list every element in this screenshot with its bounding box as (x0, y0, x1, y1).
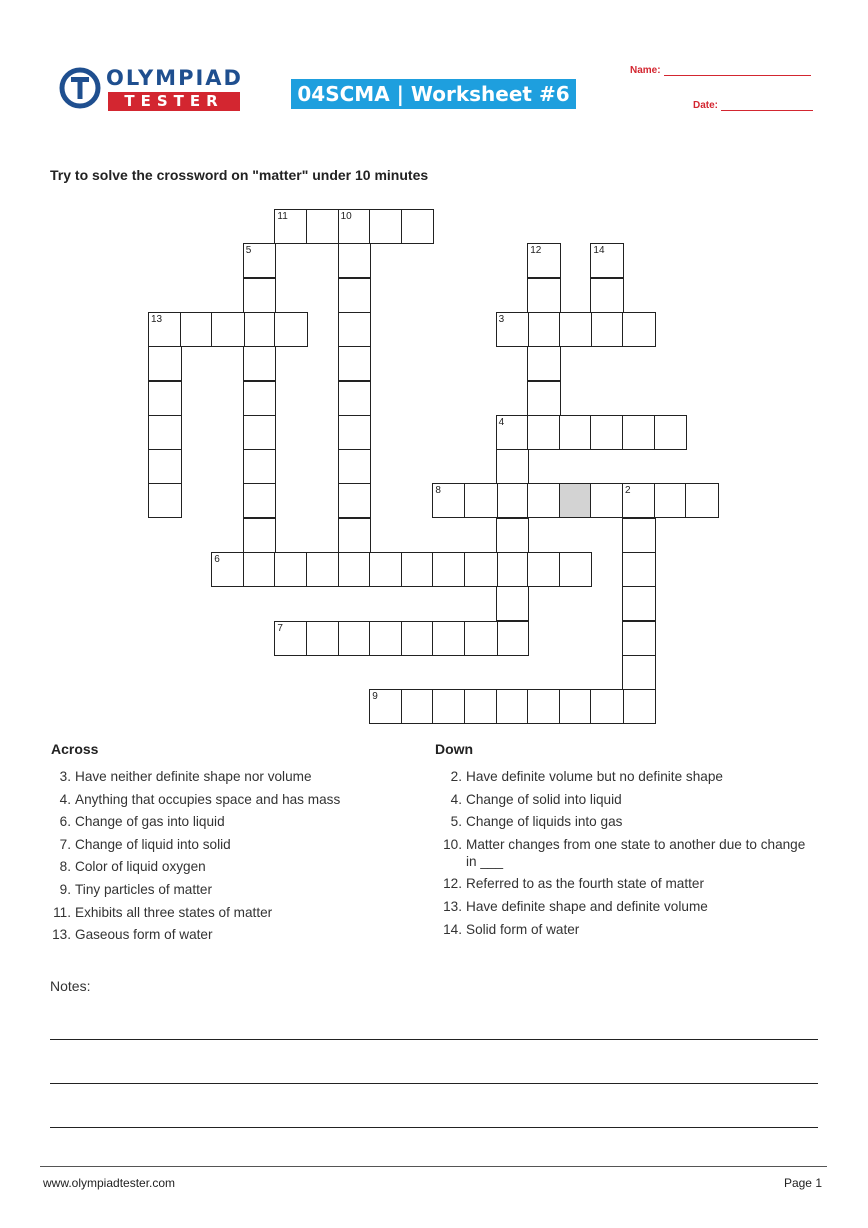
crossword-cell[interactable] (496, 518, 530, 553)
crossword-cell[interactable] (496, 621, 530, 656)
olympiad-tester-logo (58, 64, 248, 114)
name-line[interactable] (664, 65, 811, 76)
across-clue (51, 791, 411, 808)
notes-line[interactable] (50, 1127, 818, 1128)
crossword-clue-number: 12 (530, 245, 542, 257)
crossword-cell[interactable] (211, 552, 245, 587)
crossword-cell[interactable] (590, 278, 624, 313)
crossword-clue-number: 13 (151, 313, 163, 325)
crossword-cell[interactable] (274, 312, 308, 347)
crossword-cell[interactable] (622, 655, 656, 690)
crossword-cell[interactable] (243, 518, 277, 553)
crossword-clue-number: 11 (277, 211, 288, 222)
across-clue-number: 6. (59, 814, 71, 830)
crossword-cell[interactable] (527, 381, 561, 416)
down-clue-number: 4. (450, 791, 462, 807)
down-clue-number: 5. (450, 814, 462, 830)
crossword-cell[interactable] (590, 689, 624, 724)
crossword-cell[interactable] (306, 209, 340, 244)
crossword-cell[interactable] (654, 415, 688, 450)
down-clue (435, 875, 815, 892)
crossword-cell[interactable] (432, 621, 466, 656)
crossword-clue-number: 10 (340, 211, 352, 222)
crossword-cell[interactable] (338, 312, 372, 347)
across-clue-text: Color of liquid oxygen (75, 859, 206, 875)
down-clue (435, 813, 815, 830)
crossword-cell[interactable] (559, 689, 593, 724)
crossword-cell[interactable] (401, 621, 435, 656)
crossword-cell[interactable] (243, 346, 277, 381)
across-clue-number: 4. (59, 791, 71, 807)
down-clues (435, 741, 815, 943)
across-clue (51, 858, 411, 875)
crossword-cell[interactable] (464, 483, 498, 518)
across-clue-number: 8. (59, 859, 71, 875)
notes-label: Notes: (50, 978, 91, 994)
down-clue-number: 10. (443, 836, 462, 852)
across-clue-text: Have neither definite shape nor volume (75, 769, 312, 784)
down-clue (435, 791, 815, 808)
logo-wordmark-top: OLYMPIAD (106, 66, 243, 90)
crossword-cell[interactable] (243, 449, 277, 484)
crossword-cell[interactable] (590, 312, 624, 347)
across-clue-number: 3. (59, 769, 71, 784)
crossword-cell[interactable] (622, 518, 656, 553)
crossword-cell[interactable] (243, 278, 277, 313)
crossword-cell[interactable] (148, 312, 182, 347)
name-label: Name: (630, 65, 661, 76)
crossword-cell[interactable] (306, 552, 340, 587)
crossword-cell[interactable] (369, 621, 403, 656)
crossword-cell[interactable] (306, 621, 340, 656)
crossword-cell[interactable] (622, 415, 656, 450)
down-clue-text: Solid form of water (466, 921, 580, 937)
across-clue-text: Change of gas into liquid (75, 814, 225, 830)
crossword-cell[interactable] (369, 209, 403, 244)
crossword-cell[interactable] (338, 621, 372, 656)
crossword-cell[interactable] (243, 415, 277, 450)
down-clue-number: 2. (450, 769, 462, 784)
down-clue (435, 836, 815, 870)
across-clue (51, 836, 411, 853)
crossword-cell[interactable] (432, 483, 466, 518)
crossword-cell[interactable] (243, 243, 277, 278)
date-line[interactable] (721, 100, 813, 111)
crossword-cell[interactable] (496, 586, 530, 621)
across-clue-number: 11. (53, 904, 71, 920)
across-clue (51, 904, 411, 921)
crossword-cell[interactable] (496, 552, 530, 587)
crossword-cell[interactable] (148, 483, 182, 518)
crossword-clue-number: 9 (372, 691, 378, 703)
across-clue-text: Change of liquid into solid (75, 836, 231, 852)
crossword-cell[interactable] (622, 483, 656, 518)
crossword-cell[interactable] (527, 346, 561, 381)
crossword-clue-number: 6 (214, 554, 220, 565)
crossword-cell[interactable] (338, 346, 372, 381)
crossword-cell[interactable] (243, 552, 277, 587)
down-clue-list (435, 768, 815, 938)
crossword-cell[interactable] (274, 552, 308, 587)
down-clue (435, 898, 815, 915)
across-clue-text: Anything that occupies space and has mass (75, 791, 341, 807)
across-clue (51, 813, 411, 830)
crossword-clue-number: 5 (245, 245, 252, 257)
crossword-clue-number: 4 (498, 416, 505, 428)
crossword-clue-number: 2 (625, 485, 631, 497)
crossword-cell[interactable] (685, 483, 719, 518)
crossword-cell[interactable] (338, 483, 372, 518)
crossword-cell[interactable] (527, 483, 561, 518)
crossword-clue-number: 8 (435, 485, 441, 497)
crossword-cell[interactable] (338, 552, 372, 587)
across-clue-text: Exhibits all three states of matter (75, 904, 273, 920)
crossword-cell[interactable] (401, 689, 435, 724)
date-field[interactable] (693, 100, 813, 111)
crossword-cell[interactable] (496, 689, 530, 724)
crossword-cell[interactable] (369, 689, 403, 724)
crossword-cell[interactable] (527, 415, 561, 450)
crossword-cell[interactable] (432, 689, 466, 724)
crossword-cell[interactable] (148, 346, 182, 381)
crossword-cell[interactable] (559, 552, 593, 587)
crossword-cell[interactable] (338, 381, 372, 416)
crossword-cell[interactable] (622, 312, 656, 347)
down-clue-text: Change of solid into liquid (466, 791, 622, 807)
crossword-cell[interactable] (148, 381, 182, 416)
crossword-cell[interactable] (496, 449, 530, 484)
crossword-cell[interactable] (559, 483, 593, 518)
crossword-cell[interactable] (527, 689, 561, 724)
down-clue-text: Change of liquids into gas (466, 814, 623, 830)
crossword-cell[interactable] (401, 209, 435, 244)
crossword-clue-number: 14 (593, 245, 605, 257)
footer-divider (40, 1166, 827, 1167)
worksheet-title: 04SCMA | Worksheet #6 (291, 79, 576, 109)
crossword-cell[interactable] (496, 312, 530, 347)
crossword-cell[interactable] (496, 483, 530, 518)
across-clue (51, 881, 411, 898)
down-clue-text: Have definite shape and definite volume (466, 898, 708, 914)
footer-url: www.olympiadtester.com (43, 1176, 176, 1190)
down-clue-number: 14. (443, 921, 462, 937)
crossword-cell[interactable] (274, 209, 308, 244)
down-heading: Down (435, 741, 474, 757)
crossword-cell[interactable] (654, 483, 688, 518)
crossword-clue-number: 3 (498, 313, 505, 325)
instructions: Try to solve the crossword on "matter" under 10 minutes (50, 167, 429, 183)
across-clue-text: Tiny particles of matter (75, 881, 212, 897)
date-label: Date: (693, 100, 719, 111)
crossword-cell[interactable] (527, 278, 561, 313)
crossword-cell[interactable] (496, 415, 530, 450)
notes-line[interactable] (50, 1083, 818, 1084)
notes-line[interactable] (50, 1039, 818, 1040)
across-heading: Across (51, 741, 99, 757)
crossword-cell[interactable] (527, 243, 561, 278)
crossword-cell[interactable] (590, 243, 624, 278)
down-clue-text: Have definite volume but no definite shape (466, 769, 723, 784)
down-clue-number: 13. (443, 898, 462, 914)
crossword-cell[interactable] (590, 415, 624, 450)
crossword-cell[interactable] (211, 312, 245, 347)
crossword-cell[interactable] (148, 449, 182, 484)
crossword-cell[interactable] (622, 689, 656, 724)
crossword-cell[interactable] (148, 415, 182, 450)
crossword-cell[interactable] (180, 312, 214, 347)
crossword-cell[interactable] (338, 278, 372, 313)
crossword-cell[interactable] (274, 621, 308, 656)
crossword-cell[interactable] (464, 552, 498, 587)
crossword-cell[interactable] (432, 552, 466, 587)
across-clue-list (51, 768, 411, 943)
crossword-cell[interactable] (338, 518, 372, 553)
crossword-cell[interactable] (527, 312, 561, 347)
logo-wordmark-bottom: TESTER (108, 92, 240, 111)
crossword-cell[interactable] (369, 552, 403, 587)
crossword-cell[interactable] (243, 312, 277, 347)
logo-t-icon (58, 66, 102, 110)
across-clue-number: 13. (52, 927, 71, 943)
crossword-cell[interactable] (338, 415, 372, 450)
down-clue-text: Referred to as the fourth state of matter (466, 876, 705, 892)
crossword-cell[interactable] (338, 243, 372, 278)
across-clue-number: 7. (59, 836, 71, 852)
down-clue (435, 768, 815, 785)
name-field[interactable] (630, 65, 811, 76)
crossword-cell[interactable] (622, 586, 656, 621)
crossword-cell[interactable] (527, 552, 561, 587)
across-clue (51, 926, 411, 943)
across-clue-number: 9. (59, 881, 71, 897)
across-clue (51, 768, 411, 785)
crossword-cell[interactable] (622, 621, 656, 656)
crossword-clue-number: 7 (277, 622, 283, 634)
crossword-cell[interactable] (559, 312, 593, 347)
crossword-cell[interactable] (464, 621, 498, 656)
down-clue-text: Matter changes from one state to another due to change in ___ (466, 836, 806, 869)
crossword-cell[interactable] (464, 689, 498, 724)
crossword-cell[interactable] (622, 552, 656, 587)
crossword-cell[interactable] (401, 552, 435, 587)
page-number: Page 1 (783, 1176, 822, 1190)
across-clues (51, 741, 411, 949)
crossword-cell[interactable] (338, 449, 372, 484)
across-clue-text: Gaseous form of water (75, 927, 213, 943)
down-clue-number: 12. (443, 876, 462, 892)
crossword-cell[interactable] (243, 483, 277, 518)
crossword-cell[interactable] (559, 415, 593, 450)
crossword-cell[interactable] (590, 483, 624, 518)
crossword-cell[interactable] (338, 209, 372, 244)
down-clue (435, 921, 815, 938)
crossword-cell[interactable] (243, 381, 277, 416)
